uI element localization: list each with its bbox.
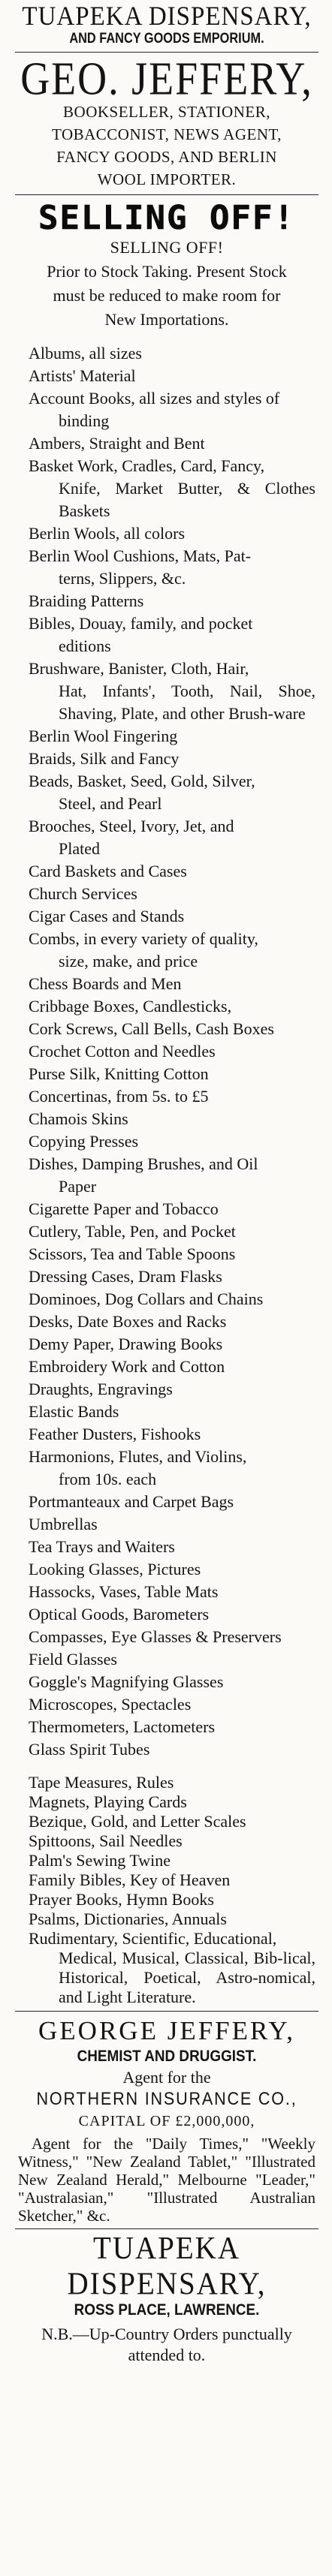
item-text: Concertinas, from 5s. to £5 [29,1087,209,1106]
item-continuation: Hat, Infants', Tooth, Nail, Shoe, Shaving, Plate, and other Brush-ware [59,682,315,723]
list-item [15,905,318,928]
list-item [15,928,318,973]
item-text: Elastic Bands [29,1402,119,1421]
list-item [15,995,318,1018]
list-item [15,1311,318,1333]
item-text: Church Services [29,884,137,903]
trade-line: TOBACCONIST, NEWS AGENT, [52,125,282,143]
item-text: Hassocks, Vases, Table Mats [29,1582,219,1601]
item-text: Berlin Wool Cushions, Mats, Pat- [29,546,252,565]
item-text: Spittoons, Sail Needles [29,1831,183,1850]
intro-line: must be reduced to make room for [53,286,281,305]
item-continuation: Knife, Market Butter, & Clothes Baskets [59,479,315,520]
item-continuation: Steel, and Pearl [59,794,162,813]
item-continuation: terns, Slippers, &c. [59,569,186,588]
divider [15,2011,318,2012]
item-text: Cigarette Paper and Tobacco [29,1199,219,1218]
item-text: Glass Spirit Tubes [29,1740,150,1759]
item-text: Card Baskets and Cases [29,862,187,880]
list-item [15,883,318,905]
list-item [15,1909,318,1929]
item-text: Berlin Wools, all colors [29,524,186,543]
item-text: Feather Dusters, Fishooks [29,1425,201,1443]
item-continuation: size, make, and price [59,952,198,971]
proprietor-name: GEO. JEFFERY, [20,53,313,105]
item-continuation: from 10s. each [59,1470,157,1488]
item-text: Draughts, Engravings [29,1380,173,1398]
item-text: Prayer Books, Hymn Books [29,1890,214,1909]
item-text: Goggle's Magnifying Glasses [29,1672,224,1691]
note-line: N.B.—Up-Country Orders punctually [41,2325,292,2343]
list-item [15,545,318,590]
books-list [15,1773,318,2007]
list-item [15,1243,318,1265]
item-text: Psalms, Dictionaries, Annuals [29,1909,227,1928]
note-line: attended to. [128,2346,206,2364]
item-text: Crochet Cotton and Needles [29,1042,216,1061]
list-item [15,973,318,995]
item-text: Basket Work, Cradles, Card, Fancy, [29,456,265,475]
trade-line: WOOL IMPORTER. [97,170,237,188]
list-item [15,1288,318,1311]
item-text: Compasses, Eye Glasses & Preservers [29,1627,282,1646]
list-item [15,1648,318,1671]
list-item [15,1831,318,1851]
list-item [15,1626,318,1648]
list-item [15,1423,318,1446]
trade-line: BOOKSELLER, STATIONER, [63,103,270,121]
item-text: Cork Screws, Call Bells, Cash Boxes [29,1019,274,1038]
item-text: Brushware, Banister, Cloth, Hair, [29,659,249,678]
item-text: Umbrellas [29,1515,98,1533]
sale-intro [15,261,318,330]
list-item [15,1085,318,1108]
list-item [15,1378,318,1401]
list-item [15,1513,318,1536]
intro-line: Prior to Stock Taking. Present Stock [47,262,287,281]
item-text: Berlin Wool Fingering [29,727,178,745]
item-text: Combs, in every variety of quality, [29,929,258,948]
item-text: Palm's Sewing Twine [29,1851,171,1870]
item-text: Portmanteaux and Carpet Bags [29,1492,234,1511]
newspaper-agency: Agent for the "Daily Times," "Weekly Witness," "New Zealand Tablet," "Illustrated New Zealand Herald," Melbourne "Leader," "Australasian," "Illustrated Australian Sketcher," &c. [18,2135,315,2225]
item-text: Copying Presses [29,1132,139,1151]
item-text: Tea Trays and Waiters [29,1537,175,1556]
item-text: Looking Glasses, Pictures [29,1560,201,1578]
list-item [15,1198,318,1220]
item-text: Rudimentary, Scientific, Educational, [29,1929,277,1948]
item-text: Dressing Cases, Dram Flasks [29,1267,222,1286]
item-text: Cribbage Boxes, Candlesticks, [29,997,232,1016]
list-item [15,612,318,658]
item-text: Bibles, Douay, family, and pocket [29,614,253,633]
list-item [15,1536,318,1558]
list-item [15,815,318,860]
insurance-capital: CAPITAL OF £2,000,000, [78,2113,255,2129]
list-item [15,1491,318,1513]
item-text: Braids, Silk and Fancy [29,749,180,768]
item-text: Desks, Date Boxes and Racks [29,1312,227,1331]
list-item [15,860,318,883]
list-item [15,1716,318,1738]
list-item [15,725,318,748]
item-text: Cutlery, Table, Pen, and Pocket [29,1222,236,1241]
selling-off-banner: SELLING OFF! [38,199,295,237]
item-text: Bezique, Gold, and Letter Scales [29,1812,246,1831]
item-text: Dishes, Damping Brushes, and Oil [29,1154,258,1173]
item-text: Brooches, Steel, Ivory, Jet, and [29,817,234,835]
list-item [15,1063,318,1085]
item-text: Family Bibles, Key of Heaven [29,1870,231,1889]
list-item [15,365,318,387]
insurance-company: NORTHERN INSURANCE CO., [36,2089,297,2109]
list-item [15,522,318,545]
item-text: Field Glasses [29,1650,117,1669]
footer-address: ROSS PLACE, LAWRENCE. [74,2301,260,2319]
list-item [15,1018,318,1040]
list-item [15,1603,318,1626]
list-item [15,1890,318,1909]
divider [15,194,318,195]
list-item [15,1671,318,1693]
item-continuation: editions [59,636,111,655]
intro-line: New Importations. [104,310,229,329]
divider [15,2228,318,2229]
list-item [15,1401,318,1423]
item-text: Embroidery Work and Cotton [29,1357,225,1376]
item-text: Magnets, Playing Cards [29,1792,187,1811]
emporium-subtitle: AND FANCY GOODS EMPORIUM. [69,31,264,47]
item-continuation: Plated [59,839,100,858]
item-text: Thermometers, Lactometers [29,1717,216,1736]
list-item [15,1738,318,1761]
item-text: Scissors, Tea and Table Spoons [29,1244,236,1263]
list-item [15,1040,318,1063]
list-item [15,1851,318,1870]
item-text: Optical Goods, Barometers [29,1605,210,1624]
chemist-name: GEORGE JEFFERY, [38,2016,295,2045]
list-item [15,1333,318,1356]
list-item [15,342,318,365]
list-item [15,1929,318,2007]
list-item [15,1792,318,1812]
agent-for-label: Agent for the [122,2068,211,2087]
item-text: Beads, Basket, Seed, Gold, Silver, [29,772,255,790]
list-item [15,770,318,815]
item-text: Microscopes, Spectacles [29,1695,192,1714]
footer-title: TUAPEKA DISPENSARY, [67,2231,267,2302]
item-text: Albums, all sizes [29,344,142,363]
item-continuation: Medical, Musical, Classical, Bib-lical, Historical, Poetical, Astro-nomical, and Light Literature. [59,1949,315,2006]
item-continuation: Paper [59,1177,97,1196]
item-text: Ambers, Straight and Bent [29,434,205,453]
advertisement [0,3,332,2576]
dispensary-title: TUAPEKA DISPENSARY, [22,2,312,32]
list-item [15,432,318,455]
item-text: Demy Paper, Drawing Books [29,1335,223,1353]
item-text: Chess Boards and Men [29,974,182,993]
list-item [15,1812,318,1831]
list-item [15,1153,318,1198]
list-item [15,1220,318,1243]
list-item [15,1265,318,1288]
list-item [15,748,318,770]
item-text: Purse Silk, Knitting Cotton [29,1064,209,1083]
footer-note [15,2324,318,2366]
trade-line: FANCY GOODS, AND BERLIN [56,148,277,166]
list-item [15,1446,318,1491]
list-item [15,455,318,522]
list-item [15,1581,318,1603]
proprietor-trades [15,101,318,191]
list-item [15,1356,318,1378]
item-text: Braiding Patterns [29,591,144,610]
list-item [15,387,318,432]
item-continuation: binding [59,411,110,430]
list-item [15,1130,318,1153]
item-text: Harmonions, Flutes, and Violins, [29,1447,247,1466]
selling-off-subbanner: SELLING OFF! [110,238,224,257]
item-text: Chamois Skins [29,1109,128,1128]
list-item [15,1870,318,1890]
list-item [15,1773,318,1792]
chemist-role: CHEMIST AND DRUGGIST. [77,2048,257,2065]
item-text: Dominoes, Dog Collars and Chains [29,1290,264,1308]
item-text: Cigar Cases and Stands [29,907,185,925]
item-text: Artists' Material [29,366,136,385]
list-item [15,1693,318,1716]
goods-list [15,342,318,1761]
list-item [15,1108,318,1130]
item-text: Tape Measures, Rules [29,1773,174,1792]
list-item [15,658,318,725]
item-text: Account Books, all sizes and styles of [29,389,280,408]
list-item [15,1558,318,1581]
list-item [15,590,318,612]
